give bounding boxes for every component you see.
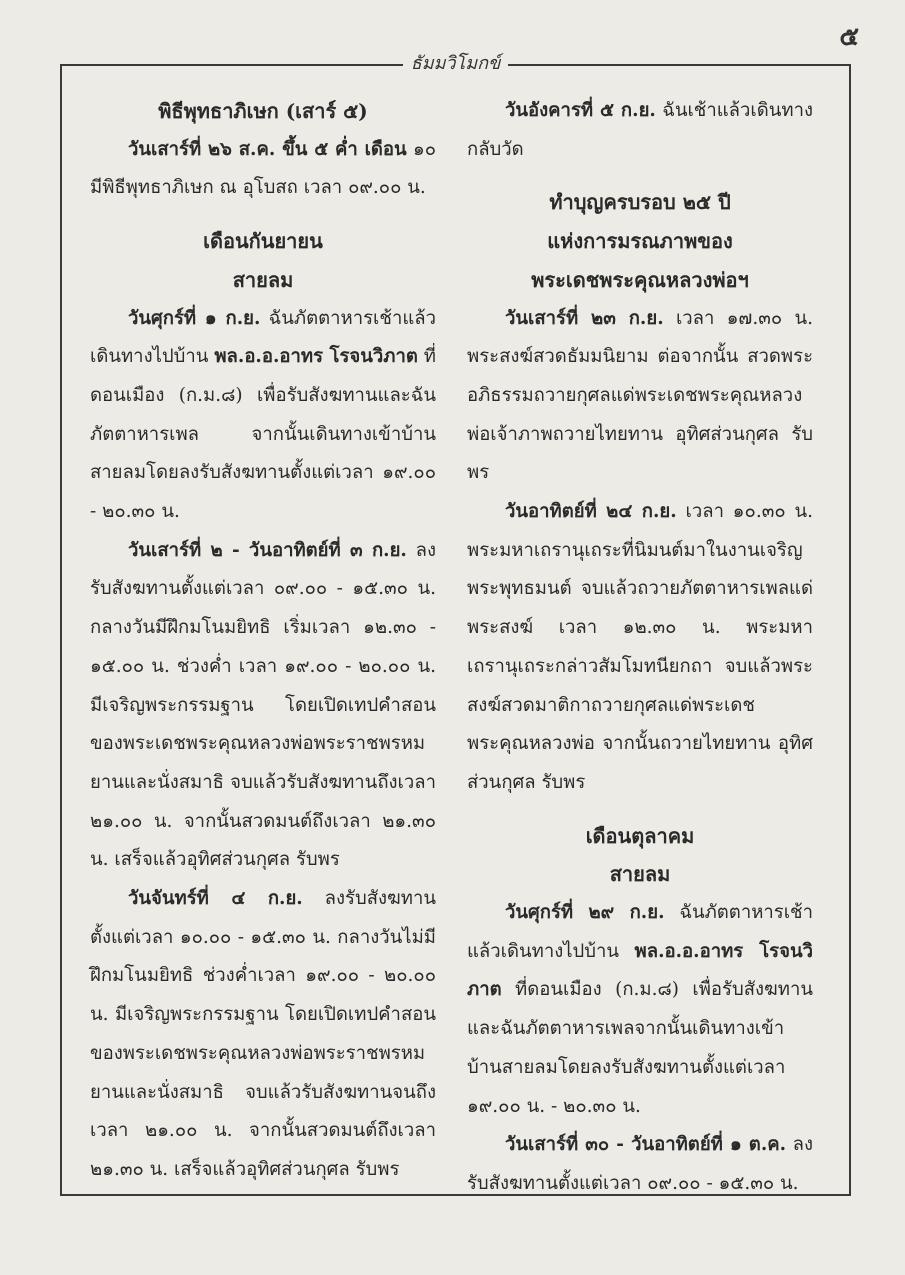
schedule-paragraph bbox=[467, 300, 813, 494]
left-column bbox=[90, 92, 436, 1190]
date-label: วันศุกร์ที่ ๒๙ ก.ย. bbox=[505, 902, 665, 924]
paragraph-text: ฉันภัตตาหารเช้าแล้วเดินทางไปบ้าน bbox=[90, 307, 436, 368]
page-frame bbox=[60, 53, 851, 1196]
schedule-paragraph bbox=[467, 92, 813, 169]
date-label: วันเสาร์ที่ ๒๓ ก.ย. bbox=[505, 307, 664, 329]
place-heading: สายลม bbox=[232, 267, 294, 292]
paragraph-text: เวลา ๑๐.๓๐ น. พระมหาเถรานุเถระที่นิมนต์มาในงานเจริญพระพุทธมนต์ จบแล้วถวายภัตตาหารเพลแด่พระสงฆ์ เวลา ๑๒.๓๐ น. พระมหาเถรานุเถระกล่าวสัมโมทนียกถา จบแล้วพระสงฆ์สวดมาติกาถวายกุศลแด่พระเดชพระคุณหลวงพ่อ จากนั้นถวายไทยทาน อุทิศส่วนกุศล รับพร bbox=[467, 501, 813, 793]
paragraph-text: ลงรับสังฆทานตั้งแต่เวลา ๐๙.๐๐ - ๑๕.๓๐ น. bbox=[467, 1134, 813, 1194]
page-number: ๕ bbox=[839, 22, 859, 52]
anniversary-heading-line: ทำบุญครบรอบ ๒๕ ปี bbox=[549, 190, 731, 215]
anniversary-heading-line: แห่งการมรณภาพของ bbox=[547, 229, 733, 254]
paragraph-text: ลงรับสังฆทานตั้งแต่เวลา ๐๙.๐๐ - ๑๕.๓๐ น. กลางวันมีฝึกมโนมยิทธิ เริ่มเวลา ๑๒.๓๐ - ๑๕.๐๐ น. ช่วงค่ำ เวลา ๑๙.๐๐ - ๒๐.๐๐ น. มีเจริญพระกรรมฐาน โดยเปิดเทปคำสอนของพระเดชพระคุณหลวงพ่อพระราชพรหมยานและนั่งสมาธิ จบแล้วรับสังฆทานถึงเวลา ๒๑.๐๐ น. จากนั้นสวดมนต์ถึงเวลา ๒๑.๓๐ น. เสร็จแล้วอุทิศส่วนกุศล รับพร bbox=[90, 539, 436, 871]
paragraph-text: ฉันภัตตาหารเช้าแล้วเดินทางไปบ้าน bbox=[467, 902, 813, 962]
schedule-paragraph bbox=[467, 493, 813, 803]
right-column bbox=[467, 92, 813, 1204]
date-label: วันเสาร์ที่ ๒ - วันอาทิตย์ที่ ๓ ก.ย. bbox=[128, 539, 407, 561]
date-label: วันจันทร์ที่ ๔ ก.ย. bbox=[128, 888, 303, 910]
schedule-paragraph bbox=[467, 894, 813, 1126]
schedule-paragraph bbox=[90, 880, 436, 1190]
ceremony-title: พิธีพุทธาภิเษก (เสาร์ ๕) bbox=[158, 99, 368, 123]
date-label: วันเสาร์ที่ ๒๖ ส.ค. ขึ้น ๕ ค่ำ เดือน bbox=[128, 138, 407, 160]
running-header bbox=[62, 52, 849, 76]
paragraph-text: ที่ดอนเมือง (ก.ม.๘) เพื่อรับสังฆทานและฉันภัตตาหารเพล จากนั้นเดินทางเข้าบ้านสายลมโดยลงรับสังฆทานตั้งแต่เวลา ๑๙.๐๐ - ๒๐.๓๐ น. bbox=[90, 346, 436, 523]
ceremony-paragraph bbox=[90, 131, 436, 208]
paragraph-text: ฉันเช้าแล้วเดินทางกลับวัด bbox=[467, 100, 813, 160]
date-label: วันอังคารที่ ๕ ก.ย. bbox=[505, 100, 656, 121]
date-label: วันศุกร์ที่ ๑ ก.ย. bbox=[128, 307, 261, 329]
journal-title: ธัมมวิโมกข์ bbox=[403, 53, 509, 74]
schedule-paragraph bbox=[90, 532, 436, 880]
paragraph-text: ที่ดอนเมือง (ก.ม.๘) เพื่อรับสังฆทาน และฉันภัตตาหารเพลจากนั้นเดินทางเข้าบ้านสายลมโดยลงรับสังฆทานตั้งแต่เวลา ๑๙.๐๐ น. - ๒๐.๓๐ น. bbox=[467, 979, 813, 1117]
month-heading-october: เดือนตุลาคม bbox=[585, 823, 695, 848]
date-label: วันเสาร์ที่ ๓๐ - วันอาทิตย์ที่ ๑ ต.ค. bbox=[505, 1134, 787, 1156]
anniversary-heading-line: พระเดชพระคุณหลวงพ่อฯ bbox=[531, 267, 749, 292]
paragraph-text: ๑๐ มีพิธีพุทธาภิเษก ณ อุโบสถ เวลา ๐๙.๐๐ น. bbox=[90, 138, 437, 199]
date-label: วันอาทิตย์ที่ ๒๔ ก.ย. bbox=[505, 501, 677, 523]
person-name: พล.อ.อ.อาทร โรจนวิภาต bbox=[214, 346, 418, 368]
schedule-paragraph bbox=[467, 1126, 813, 1203]
paragraph-text: ลงรับสังฆทาน ตั้งแต่เวลา ๑๐.๐๐ - ๑๕.๓๐ น. กลางวันไม่มีฝึกมโนมยิทธิ ช่วงค่ำเวลา ๑๙.๐๐ - ๒๐.๐๐ น. มีเจริญพระกรรมฐาน โดยเปิดเทปคำสอนของพระเดชพระคุณหลวงพ่อพระราชพรหมยานและนั่งสมาธิ จบแล้วรับสังฆทานจนถึง เวลา ๒๑.๐๐ น. จากนั้นสวดมนต์ถึงเวลา ๒๑.๓๐ น. เสร็จแล้วอุทิศส่วนกุศล รับพร bbox=[90, 888, 437, 1180]
schedule-paragraph bbox=[90, 300, 436, 532]
month-heading-september: เดือนกันยายน bbox=[203, 229, 323, 254]
person-name: พล.อ.อ.อาทร โรจนวิภาต bbox=[467, 940, 813, 1001]
paragraph-text: เวลา ๑๗.๓๐ น. พระสงฆ์สวดธัมมนิยาม ต่อจากนั้น สวดพระอภิธรรมถวายกุศลแด่พระเดชพระคุณหลวงพ่อเจ้าภาพถวายไทยทาน อุทิศส่วนกุศล รับพร bbox=[467, 307, 813, 484]
place-heading: สายลม bbox=[609, 862, 671, 887]
